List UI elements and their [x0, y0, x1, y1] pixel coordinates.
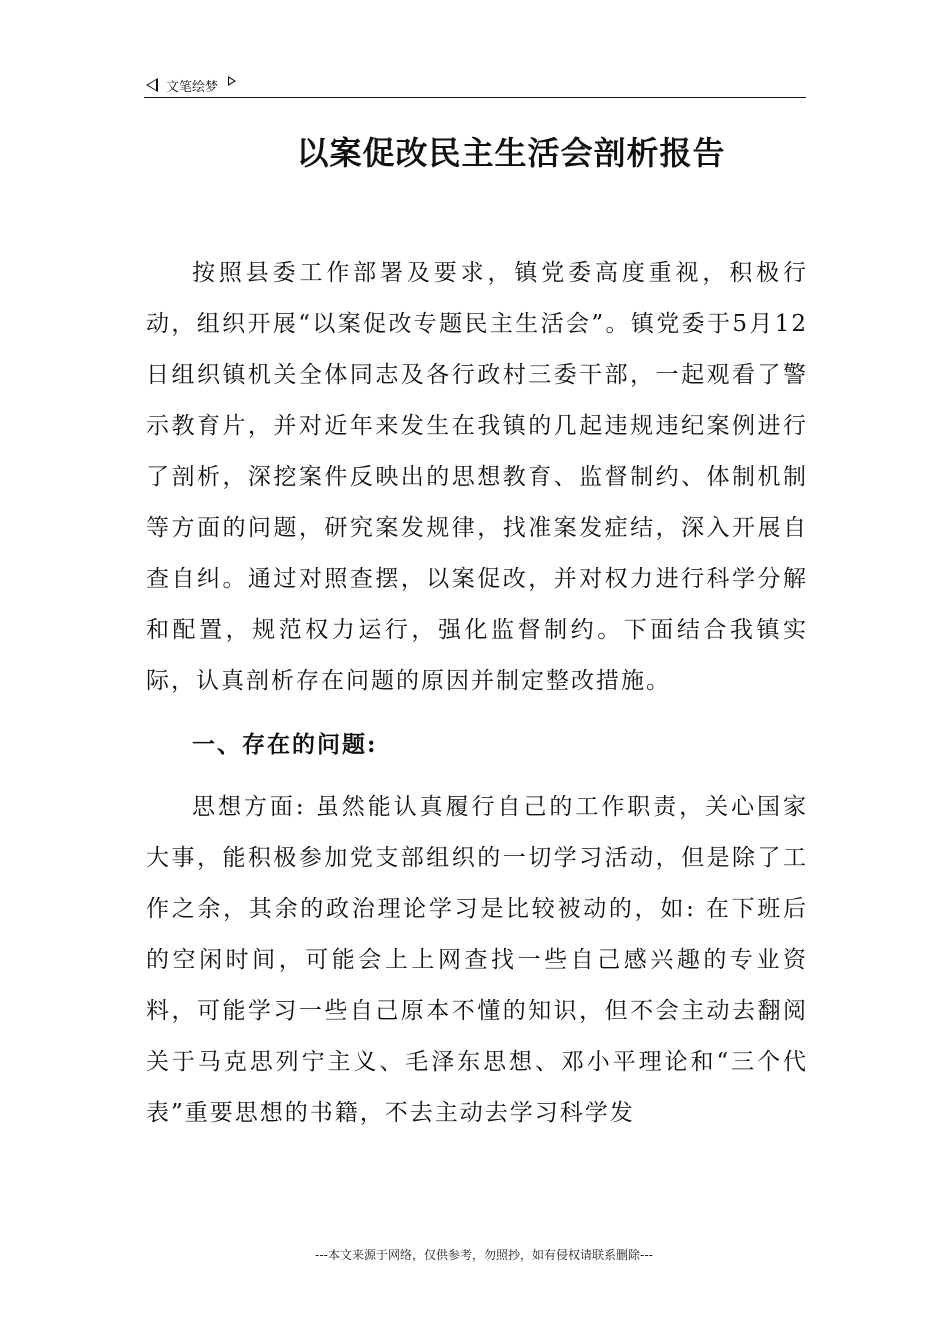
triangle-left-icon	[146, 78, 158, 92]
document-body	[146, 248, 808, 1139]
header-brand: 文笔绘梦	[166, 79, 219, 95]
triangle-right-icon	[228, 76, 236, 86]
footer-disclaimer: ---本文来源于网络，仅供参考，勿照抄，如有侵权请联系删除---	[315, 1248, 653, 1262]
header-divider	[144, 97, 806, 98]
paragraph-intro: 按照县委工作部署及要求，镇党委高度重视，积极行动，组织开展“以案促改专题民主生活会”。镇党委于5月12日组织镇机关全体同志及各行政村三委干部，一起观看了警示教育片，并对近年来发生在我镇的几起违规违纪案例进行了剖析，深挖案件反映出的思想教育、监督制约、体制机制等方面的问题，研究案发规律，找准案发症结，深入开展自查自纠。通过对照查摆，以案促改，并对权力进行科学分解和配置，规范权力运行，强化监督制约。下面结合我镇实际，认真剖析存在问题的原因并制定整改措施。	[146, 260, 808, 694]
document-title: 以案促改民主生活会剖析报告	[296, 134, 726, 172]
section-heading: 一、存在的问题:	[192, 731, 378, 758]
paragraph-thought: 思想方面: 虽然能认真履行自己的工作职责，关心国家大事，能积极参加党支部组织的一切学习活动，但是除了工作之余，其余的政治理论学习是比较被动的，如: 在下班后的空闲时间，可能会上上网查找一些自己感兴趣的专业资料，可能学习一些自己原本不懂的知识，但不会主动去翻阅关于马克思列宁主义、毛泽东思想、邓小平理论和“三个代表”重要思想的书籍，不去主动去学习科学发	[146, 794, 808, 1126]
page-header	[146, 74, 236, 96]
